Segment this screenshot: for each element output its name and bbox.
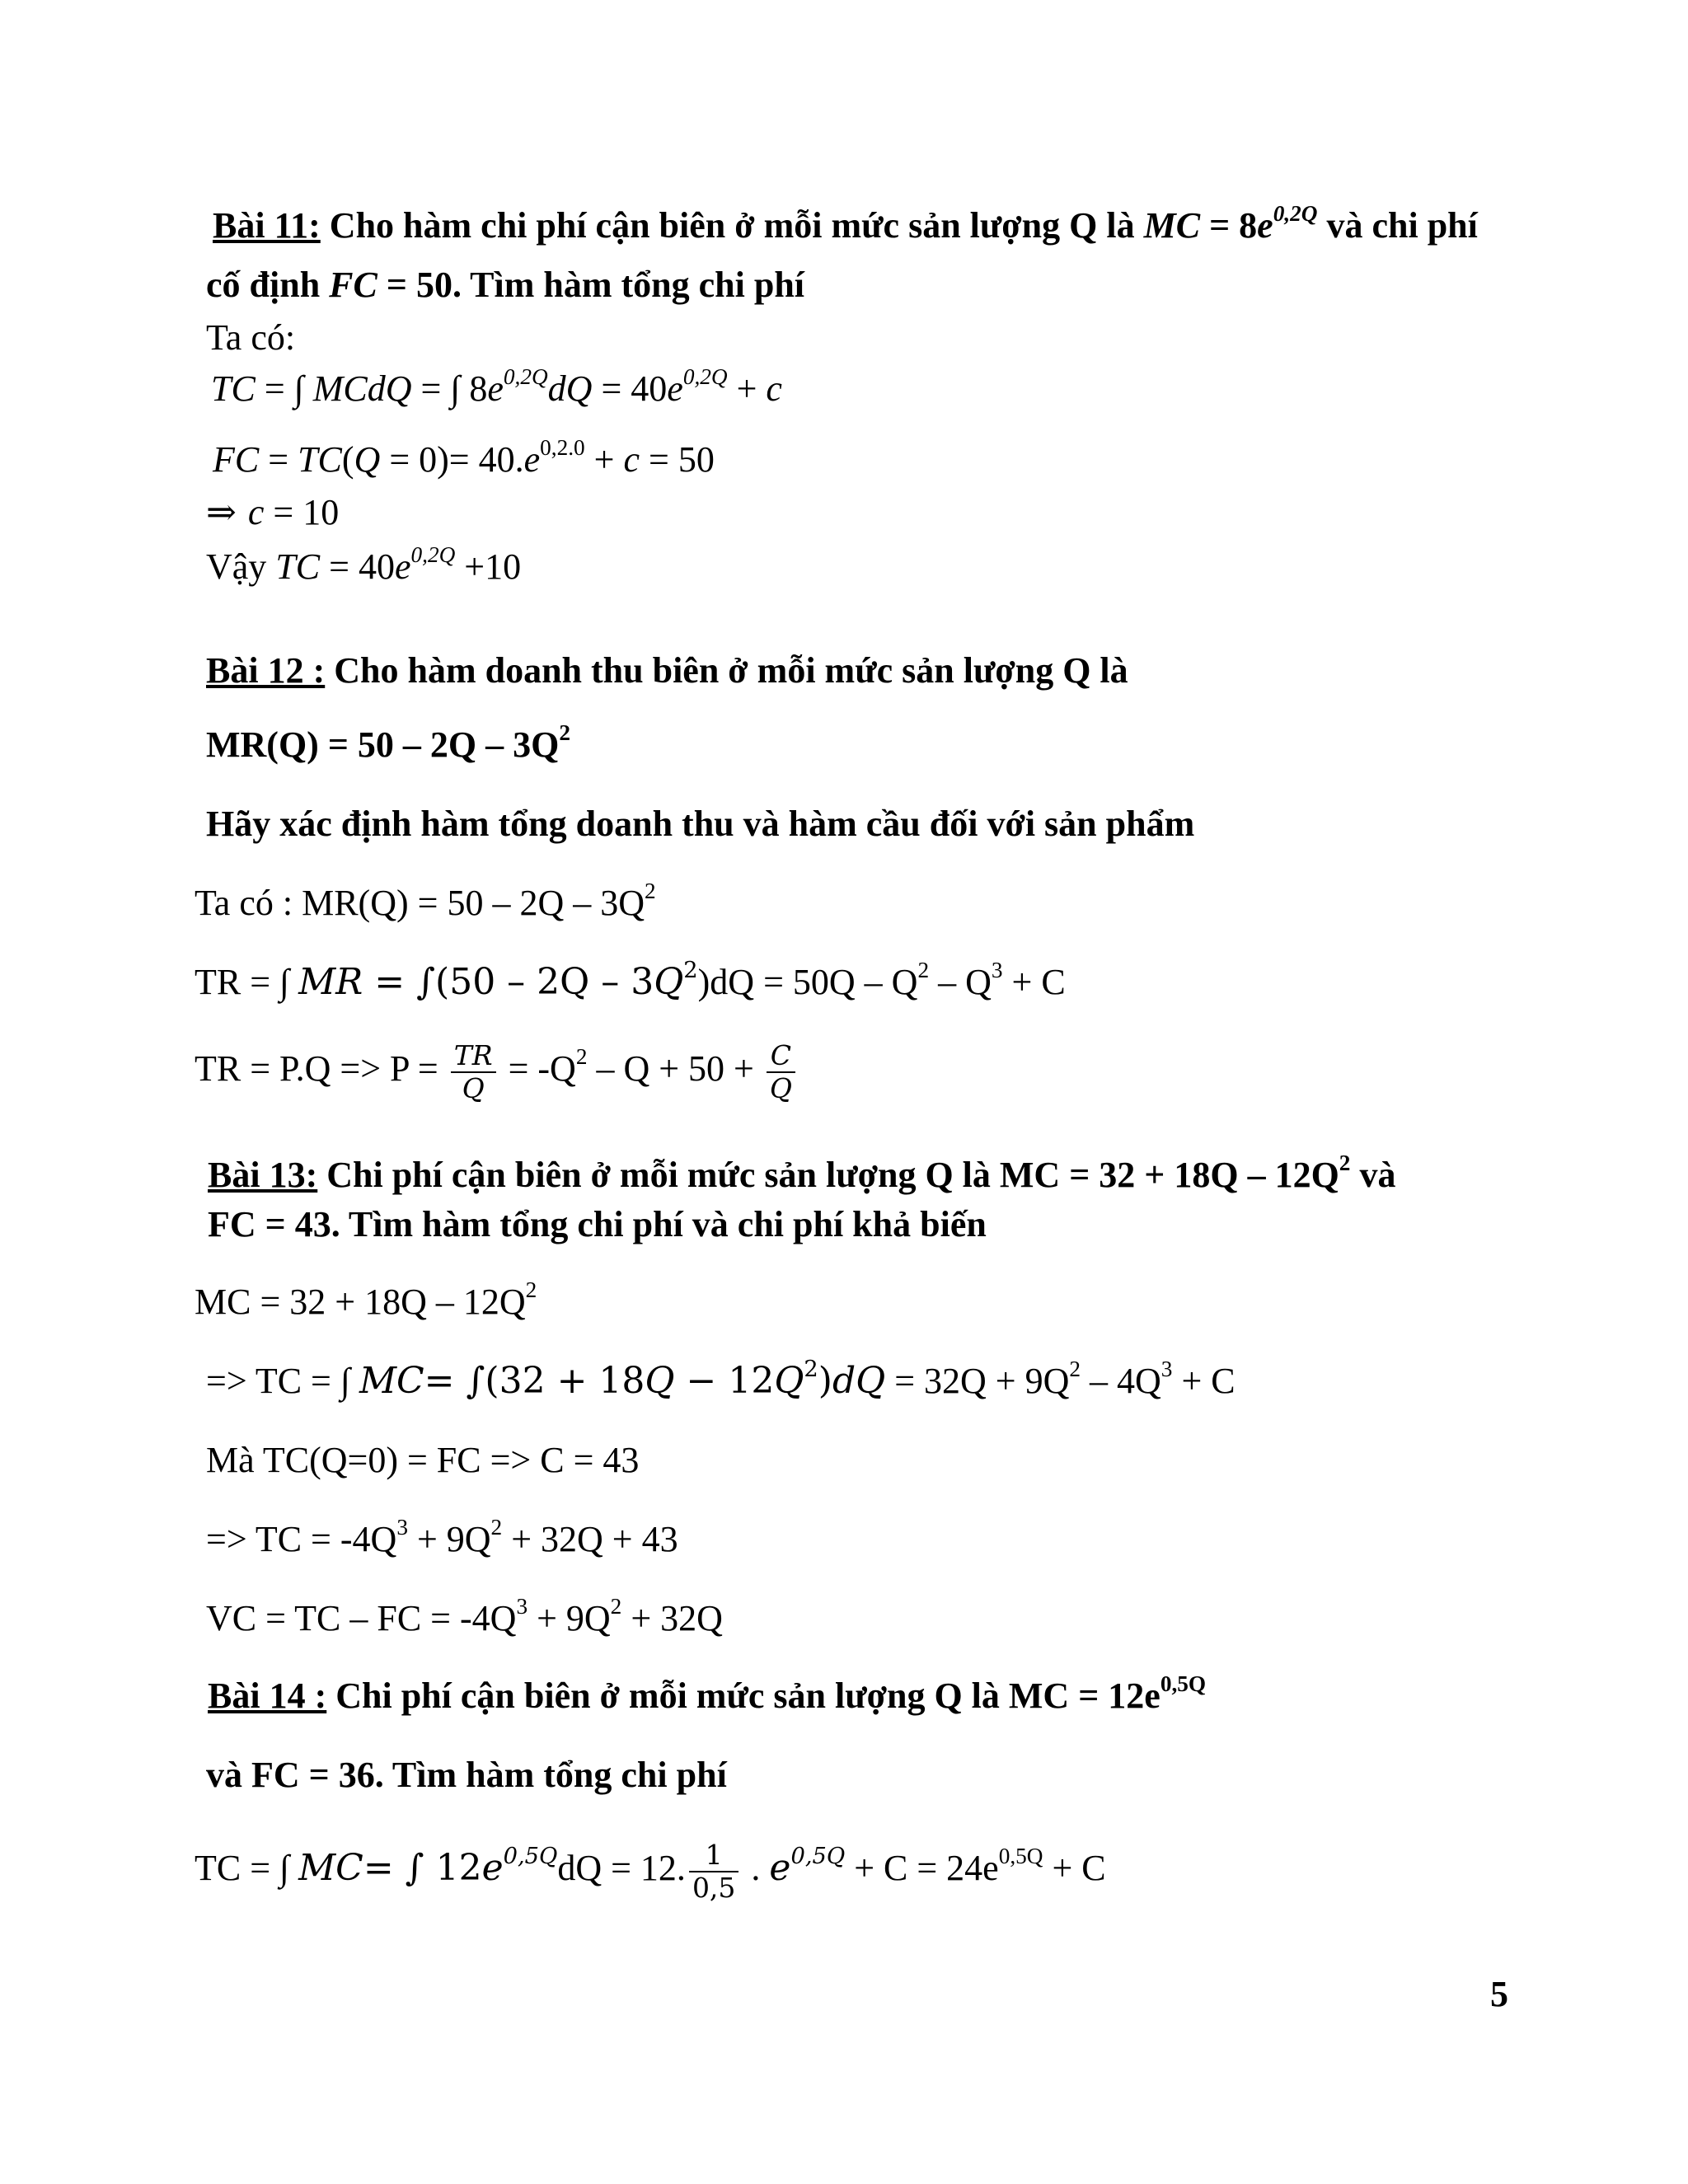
b11-question-line1: Bài 11: Cho hàm chi phí cận biên ở mỗi mức sản lượng Q là MC = $8e^{0,2Q}$ và chi phí [213,200,1478,246]
b11-label: Bài 11: [213,205,321,246]
b12-question-line1: Bài 12 : Cho hàm doanh thu biên ở mỗi mức sản lượng Q là [206,650,1128,691]
b11-step-3: FC = $TC(Q = 0)= 40.e^{0,2.0} + c = 50$ [213,434,715,480]
b13-question-line1: Bài 13: Chi phí cận biên ở mỗi mức sản lượng Q là MC = $32 + 18Q - 12Q^2$ và [208,1150,1396,1195]
fraction-one-over-half: $\frac{1}{0,5}$ [689,1840,738,1904]
b11-step-2: TC = ∫ MCdQ = ∫ $8e^{0,2Q}dQ = 40e^{0,2Q} + c$ [211,363,782,409]
b12-question-line2: $MR(Q) = 50 - 2Q - 3Q^2$ [206,719,570,765]
b12-question-line3: Hãy xác định hàm tổng doanh thu và hàm cầu đối với sản phẩm [206,804,1195,844]
b13-step-3: Mà TC(Q=0) = FC => C = 43 [206,1440,640,1480]
fraction-tr-over-q: $\frac{TR}{Q}$ [451,1040,496,1104]
b14-question-line1: Bài 14 : Chi phí cận biên ở mỗi mức sản lượng Q là MC = $12e^{0,5Q}$ [208,1671,1207,1716]
b13-step-2: => TC = ∫ $MC= \int(32 + 18Q - 12Q^2)dQ = 32Q + 9Q^2 - 4Q^3 + C$ [206,1356,1236,1402]
b11-step-4: ⇒ c = 10 [206,491,340,533]
b11-conclusion: Vậy TC = $40e^{0,2Q} +10$ [206,541,522,587]
b12-step-1: Ta có : $MR(Q) = 50 - 2Q - 3Q^2$ [195,878,656,923]
page-number: 5 [1490,1974,1508,2014]
b12-label: Bài 12 : [206,650,326,691]
b14-question-line2: và FC = 36. Tìm hàm tổng chi phí [206,1755,727,1795]
b11-step-1: Ta có: [206,317,296,358]
b13-step-5: VC = TC – FC = $-4Q^3 + 9Q^2 + 32Q$ [206,1593,723,1638]
b13-question-line2: FC = 43. Tìm hàm tổng chi phí và chi phí khả biến [208,1204,987,1244]
b13-label: Bài 13: [208,1155,318,1195]
b14-label: Bài 14 : [208,1675,327,1716]
b12-step-2: TR = ∫ MR = $\int(50 - 2Q - 3Q^2)dQ = 50Q - Q^2 - Q^3 + C$ [195,957,1066,1003]
b13-step-4: => TC = $-4Q^3 + 9Q^2 + 32Q + 43$ [206,1514,678,1559]
b14-step-1: TC = ∫ MC= ∫ $12e^{0,5Q}dQ = 12$. $\frac{1}{0,5}$ . $e^{0,5Q} + C = 24e^{0,5Q} + C$ [195,1839,1106,1904]
b13-step-1: MC = $32 + 18Q - 12Q^2$ [195,1277,537,1322]
b11-question-line2: cố định FC = 50. Tìm hàm tổng chi phí [206,265,805,305]
fraction-c-over-q: $\frac{C}{Q}$ [767,1040,795,1104]
b12-step-3: TR = P.Q => P = $\frac{TR}{Q}$ = $-Q^2 - Q + 50$ + $\frac{C}{Q}$ [195,1040,799,1104]
